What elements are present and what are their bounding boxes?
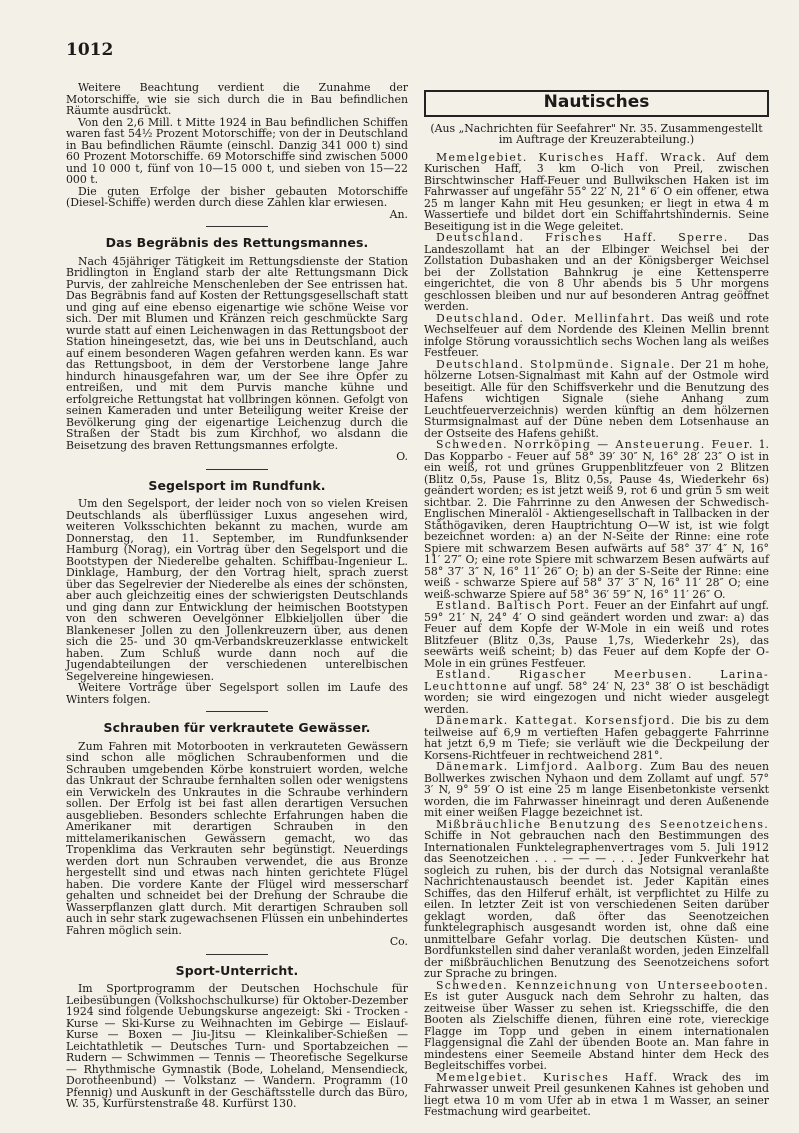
nautisches-items bbox=[424, 152, 769, 1118]
nautisches-item-text: Das weiß und rote Wechselfeuer auf dem Nordende des Kleinen Mellin brennt infolge Störung voraussichtlich sechs Wochen lang als weißes Festfeuer. bbox=[424, 311, 769, 359]
nautisches-item-text: 1. Das Kopparbo - Feuer auf 58° 39′ 30″ N, 16° 28′ 23″ O ist in ein weiß, rot und grünes Gruppenblitzfeuer von 2 Blitzen (Blitz 0,5s, Pause 1s, Blitz 0,5s, Pause 4s, Wiederkehr 6s) geändert worden; es ist jetzt weiß 9, rot 6 und grün 5 sm weit sichtbar. 2. Die Fahrrinne zu den Anwesen der Schwedisch-Englischen Mineralöl - Aktiengesellschaft in Tallbacken in der Ståthögaviken, deren Hauptrichtung O—W ist, ist wie folgt bezeichnet worden: a) an der N-Seite der Rinne: eine rote Spiere mit schwarzem Besen aufwärts auf 58° 37′ 4″ N, 16° 11′ 27″ O; eine rote Spiere mit schwarzem Besen aufwärts auf 58° 37′ 3″ N, 16° 11′ 26″ O; b) an der S-Seite der Rinne: eine weiß - schwarze Spiere auf 58° 37′ 3″ N, 16° 11′ 28″ O; eine weiß-schwarze Spiere auf 58° 36′ 59″ N, 16° 11′ 26″ O. bbox=[424, 438, 769, 601]
nautisches-item-heading: Estland. Rigascher Meerbusen. Larina-Leuchttonne bbox=[424, 668, 769, 693]
separator-rule bbox=[206, 711, 268, 712]
nautisches-item bbox=[424, 819, 769, 980]
nautisches-item-heading: Dänemark. Kattegat. Korsensfjord. bbox=[436, 714, 676, 727]
nautisches-item-heading: Deutschland. Oder. Mellinfahrt. bbox=[436, 311, 656, 325]
intro-paragraph: Weitere Beachtung verdient die Zunahme der Motorschiffe, wie sie sich durch die in Bau befindlichen Räumte ausdrückt. bbox=[66, 81, 408, 117]
right-column bbox=[424, 90, 769, 1118]
nautisches-item-text: Es ist guter Ausguck nach dem Sehrohr zu halten, das zeitweise über Wasser zu sehen ist. Kriegsschiffe, die den Booten als Zielschiffe dienen, führen eine rote, viereckige Flagge im Topp und geben in einem internationalen Flaggensignal die Zahl der übenden Boote an. Man fahre in mindestens einer Seemeile Abstand hinter dem Heck des Begleitschiffes vorbei. bbox=[424, 990, 769, 1072]
section-paragraph: Weitere Vorträge über Segelsport sollen im Laufe des Winters folgen. bbox=[66, 681, 408, 706]
section-title: Das Begräbnis des Rettungsmannes. bbox=[105, 235, 369, 250]
nautisches-item bbox=[424, 669, 769, 715]
nautisches-item-heading: Memelgebiet. Kurisches Haff. bbox=[436, 1070, 659, 1084]
nautisches-item-heading: Deutschland. Frisches Haff. Sperre. bbox=[436, 231, 729, 244]
nautisches-item-text: Wrack des im Fahrwasser unweit Preil gesunkenen Kahnes ist gehoben und liegt etwa 10 m vom Ufer ab in etwa 1 m Wasser, an seiner Festmachung wird gearbeitet. bbox=[424, 1070, 770, 1118]
nautisches-item-text: Auf dem Kurischen Haff, 3 km O-lich von Preil, zwischen Birschtwinscher Haff-Feuer und Bullwikschen Haken ist im Fahrwasser auf ungefähr 55° 22′ N, 21° 6′ O ein offener, etwa 25 m langer Kahn mit Heu gesunken; er liegt in etwa 4 m Wassertiefe und bildet dort ein Schiffahrtshindernis. Seine Beseitigung ist in die Wege geleitet. bbox=[424, 150, 769, 233]
nautisches-item bbox=[424, 600, 769, 669]
nautisches-item-text: Zum Bau des neuen Bollwerkes zwischen Nyhaon und dem Zollamt auf ungf. 57° 3′ N, 9° 59′ O ist eine 25 m lange Eisenbetonkiste versenkt worden, die im Fahrwasser hineinragt und deren Außenende mit einer weißen Flagge bezeichnet ist. bbox=[424, 760, 769, 819]
nautisches-item bbox=[424, 761, 769, 819]
nautisches-item bbox=[424, 1072, 769, 1118]
nautisches-item-text: Der 21 m hohe, hölzerne Lotsen-Signalmast mit Kahn auf der Ostmole wird beseitigt. Alle für den Schiffsverkehr und die Benutzung des Hafens wichtigen Signale (siehe Anhang zum Leuchtfeuerverzeichnis) werden künftig an dem hölzernen Sturmsignalmast auf der Düne neben dem Lotsenhause an der Ostseite des Hafens gehißt. bbox=[424, 357, 769, 440]
nautisches-item-text: Das Landeszollamt hat an der Elbinger Weichsel bei der Zollstation Dubashaken und an der Königsberger Weichsel bei der Zollstation Bahnkrug je eine Kettensperre eingerichtet, die von 8 Uhr abends bis 5 Uhr morgens geschlossen bleiben und nur auf besonderen Antrag geöffnet werden. bbox=[424, 231, 769, 313]
nautisches-item-heading: Schweden. Norrköping — Ansteuerung. Feuer. bbox=[436, 438, 754, 451]
nautisches-subtitle: (Aus „Nachrichten für Seefahrer" Nr. 35. Zusammengestellt im Auftrage der Kreuzerabteilung.) bbox=[430, 121, 763, 146]
nautisches-item bbox=[424, 232, 769, 313]
intro-signature: An. bbox=[389, 207, 408, 221]
page-number: 1012 bbox=[66, 40, 114, 60]
nautisches-item-heading: Mißbräuchliche Benutzung des Seenotzeichens. bbox=[436, 817, 769, 831]
nautisches-item bbox=[424, 715, 769, 761]
section-paragraph: Im Sportprogramm der Deutschen Hochschule für Leibesübungen (Volkshochschulkurse) für Oktober-Dezember 1924 sind folgende Uebungskurse angezeigt: Ski - Trocken - Kurse — Ski-Kurse zu Weihnachten im Gebirge — Eislauf-Kurse — Boxen — Jiu-Jitsu — Kleinkaliber-Schießen — Leichtathletik — Deutsches Turn- und Sportabzeichen — Rudern — Schwimmen — Tennis — Theoretische Segelkurse — Rhythmische Gymnastik (Bode, Loheland, Mensendieck, Dorotheenbund) — Volkstanz — Wandern. Programm (10 Pfennig) und Auskunft in der Geschäftsstelle durch das Büro, W. 35, Kurfürstenstraße 48. Kurfürst 130. bbox=[66, 982, 408, 1110]
nautisches-item bbox=[424, 439, 769, 600]
nautisches-item bbox=[424, 152, 769, 233]
nautisches-item-heading: Estland. Baltisch Port. bbox=[436, 599, 591, 612]
section-signature: O. bbox=[396, 450, 408, 463]
section-title: Sport-Unterricht. bbox=[175, 962, 299, 978]
nautisches-item-text: Feuer an der Einfahrt auf ungf. 59° 21′ N, 24° 4′ O sind geändert worden und zwar: a) das Feuer auf dem Kopfe der W-Mole in ein weiß und rotes Blitzfeuer (Blitz 0,3s, Pause 1,7s, Wiederkehr 2s), das seewärts weiß scheint; b) das Feuer auf dem Kopfe der O-Mole in ein grünes Festfeuer. bbox=[424, 599, 769, 670]
separator-rule bbox=[206, 469, 268, 470]
section-title: Schrauben für verkrautete Gewässer. bbox=[103, 720, 371, 735]
separator-rule bbox=[206, 226, 268, 227]
nautisches-item-text: auf ungf. 58° 24′ N, 23° 38′ O ist beschädigt worden; sie wird eingezogen und nicht wieder ausgelegt werden. bbox=[424, 679, 769, 716]
nautisches-item-heading: Deutschland. Stolpmünde. Signale. bbox=[436, 357, 676, 371]
nautisches-item-text: Schiffe in Not gebrauchen nach den Bestimmungen des Internationalen Funktelegraphenvertrages vom 5. Juli 1912 das Seenotzeichen . . . — — — . . . Jeder Funkverkehr hat sogleich zu ruhen, bis der durch das Notsignal veranlaßte Nachrichtenaustausch beendet ist. Jeder Kapitän eines Schiffes, das den Hilferuf erhält, ist verpflichtet zu Hilfe zu eilen. In letzter Zeit ist von verschiedenen Seiten darüber geklagt worden, daß öfter das Seenotzeichen funktelegraphisch ausgesandt worden ist, ohne daß eine unmittelbare Gefahr vorlag. Die deutschen Küsten- und Bordfunkstellen sind daher veranlaßt worden, jeden Einzelfall der mißbräuchlichen Benutzung des Seenotzeichens sofort zur Sprache zu bringen. bbox=[424, 829, 769, 980]
section-paragraph: Nach 45jähriger Tätigkeit im Rettungsdienste der Station Bridlington in England starb der alte Rettungsmann Dick Purvis, der zahlreiche Menschenleben der See entrissen hat. Das Begräbnis fand auf Kosten der Rettungsgesellschaft statt und ging auf eine ebenso eigenartige wie schöne Weise vor sich. Der mit Blumen und Kränzen reich geschmückte Sarg wurde statt auf einen Leichenwagen in das Rettungsboot der Station hineingesetzt, das, wie bei uns in Deutschland, auch auf einem besonderen Wagen gefahren werden kann. Es war das Rettungsboot, in dem der Verstorbene lange Jahre hindurch hinausgefahren war, um der See ihre Opfer zu entreißen, und mit dem Purvis manche kühne und erfolgreiche Rettungstat hat vollbringen können. Gefolgt von seinen Kameraden und unter Beteiligung weiter Kreise der Bevölkerung ging der eigenartige Leichenzug durch die Straßen der Stadt bis zum Kirchhof, wo alsdann die Beisetzung des braven Rettungsmannes erfolgte. bbox=[66, 254, 408, 452]
intro-paragraph: Von den 2,6 Mill. t Mitte 1924 in Bau befindlichen Schiffen waren fast 54½ Prozent Motorschiffe; von der in Deutschland in Bau befindlichen Räumte (einschl. Danzig 341 000 t) sind 60 Prozent Motorschiffe. 69 Motorschiffe sind zwischen 5000 und 10 000 t, fünf von 10—15 000 t, und sieben von 15—22 000 t. bbox=[66, 115, 408, 186]
nautisches-item-heading: Memelgebiet. Kurisches Haff. Wrack. bbox=[436, 150, 707, 164]
nautisches-header-box bbox=[424, 90, 769, 117]
nautisches-item-heading: Dänemark. Limfjord. Aalborg. bbox=[436, 760, 644, 773]
nautisches-item-heading: Schweden. Kennzeichnung von Unterseebooten. bbox=[436, 978, 769, 992]
nautisches-item bbox=[424, 980, 769, 1072]
section-paragraph: Zum Fahren mit Motorbooten in verkrauteten Gewässern sind schon alle möglichen Schraubenformen und die Schrauben umgebenden Körbe konstruiert worden, welche das Unkraut der Schraube fernhalten sollen oder wenigstens ein Verwickeln des Unkrautes in die Schraube verhindern sollen. Der Erfolg ist bei fast allen derartigen Versuchen ausgeblieben. Besonders schlechte Erfahrungen haben die Amerikaner mit derartigen Schrauben in den mittelamerikanischen Gewässern gemacht, wo das Tropenklima das Verkrauten sehr begünstigt. Neuerdings werden dort nun Schrauben verwendet, die aus Bronze hergestellt sind und etwas nach hinten gerichtete Flügel haben. Die vordere Kante der Flügel wird messerscharf gehalten und schneidet bei der Drehung der Schraube die Wasserpflanzen glatt durch. Mit derartigen Schrauben soll auch in sehr stark zugewachsenen Flüssen ein unbehindertes Fahren möglich sein. bbox=[66, 739, 408, 937]
section-signature: Co. bbox=[389, 935, 408, 948]
section-title: Segelsport im Rundfunk. bbox=[148, 477, 326, 493]
nautisches-item-text: Die bis zu dem teilweise auf 6,9 m vertieften Hafen gebaggerte Fahrrinne hat jetzt 6,9 m Tiefe; sie verläuft wie die Deckpeilung der Korsens-Richtfeuer in rechtweichend 281°. bbox=[424, 714, 769, 762]
nautisches-item bbox=[424, 359, 769, 440]
nautisches-title: Nautisches bbox=[543, 92, 650, 112]
intro-paragraph: Die guten Erfolge der bisher gebauten Motorschiffe (Diesel-Schiffe) werden durch diese Zahlen klar erwiesen. bbox=[66, 184, 408, 209]
nautisches-item bbox=[424, 313, 769, 359]
separator-rule bbox=[206, 954, 268, 955]
left-column bbox=[66, 82, 408, 1110]
section-paragraph: Um den Segelsport, der leider noch von so vielen Kreisen Deutschlands als überflüssiger Luxus angesehen wird, weiteren Volksschichten bekannt zu machen, wurde am Donnerstag, den 11. September, im Rundfunksender Hamburg (Norag), ein Vortrag über den Segelsport und die Bootstypen der Niederelbe gehalten. Schiffbau-Ingenieur L. Dinklage, Hamburg, der den Vortrag hielt, sprach zuerst über das Segelrevier der Niederelbe als eines der schönsten, aber auch gleichzeitig eines der schwierigsten Deutschlands und ging dann zur Entwicklung der heimischen Bootstypen von den schweren Oevelgönner Elbkieljollen über die Blankeneser Jollen zu den Jollenkreuzern über, aus denen sich die 25- und 30 qm-Verbandskreuzerklasse entwickelt haben. Zum Schluß wurde dann noch auf die Jugendabteilungen der verschiedenen unterelbischen Segelvereine hingewiesen. bbox=[66, 497, 408, 683]
